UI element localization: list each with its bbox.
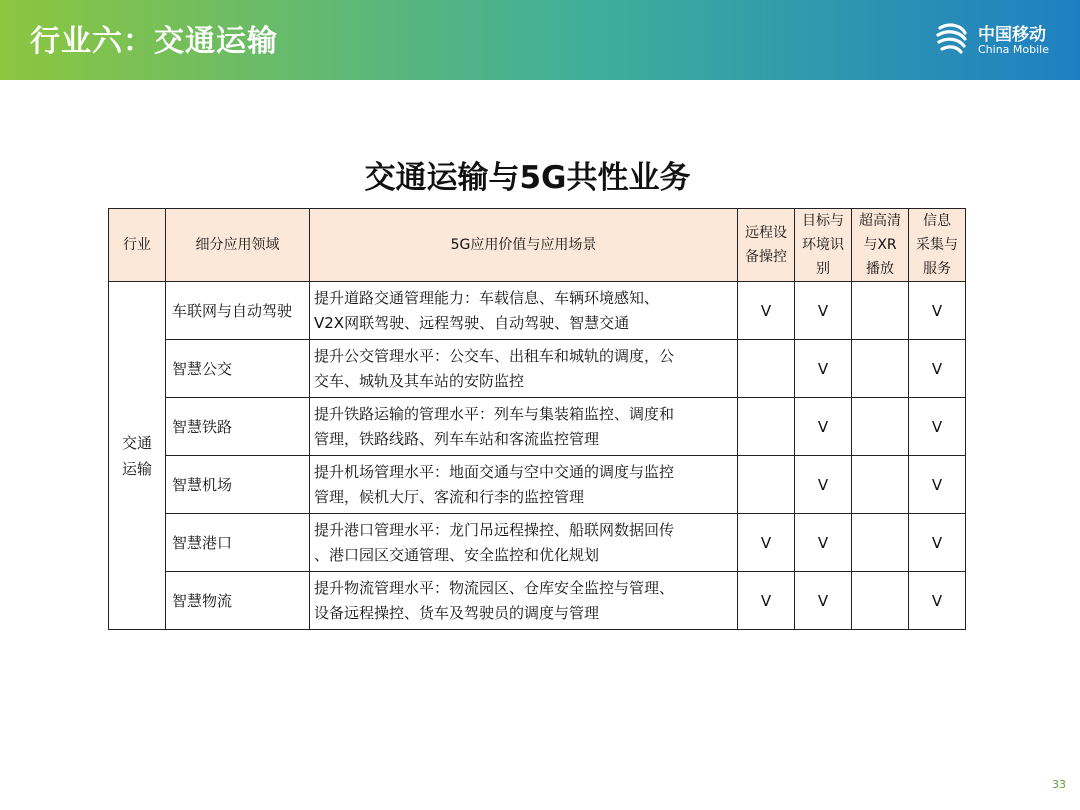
description-line: V2X网联驾驶、远程驾驶、自动驾驶、智慧交通 xyxy=(314,313,630,332)
header-xr-line: 超高清 xyxy=(859,213,901,229)
description-cell xyxy=(310,340,738,398)
mark-xr xyxy=(852,514,909,572)
description-cell xyxy=(310,514,738,572)
table-row xyxy=(109,398,966,456)
header-target-line: 目标与 xyxy=(802,213,844,229)
header-xr-line: 与XR xyxy=(863,237,897,253)
table-row xyxy=(109,572,966,630)
mark-info: V xyxy=(909,340,966,398)
table-row xyxy=(109,282,966,340)
mark-remote xyxy=(738,456,795,514)
description-line: 设备远程操控、货车及驾驶员的调度与管理 xyxy=(314,603,600,622)
header-uhd-xr xyxy=(852,209,909,282)
header-remote-control xyxy=(738,209,795,282)
header-industry: 行业 xyxy=(109,209,166,282)
description-line: 提升道路交通管理能力：车载信息、车辆环境感知、 xyxy=(314,288,660,307)
mark-info: V xyxy=(909,572,966,630)
description-line: 交车、城轨及其车站的安防监控 xyxy=(314,371,525,390)
header-info-line: 信息 xyxy=(923,213,951,229)
mark-remote: V xyxy=(738,282,795,340)
header-sub-field: 细分应用领域 xyxy=(166,209,310,282)
business-table xyxy=(108,208,966,630)
mark-remote xyxy=(738,398,795,456)
table-header-row xyxy=(109,209,966,282)
sub-field-cell: 车联网与自动驾驶 xyxy=(166,282,310,340)
sub-field-cell: 智慧机场 xyxy=(166,456,310,514)
description-cell xyxy=(310,456,738,514)
description-line: 管理，铁路线路、列车车站和客流监控管理 xyxy=(314,429,600,448)
mark-target: V xyxy=(795,572,852,630)
industry-line: 交通 xyxy=(121,433,152,452)
table-row xyxy=(109,514,966,572)
mark-info: V xyxy=(909,398,966,456)
mark-target: V xyxy=(795,282,852,340)
header-info-service xyxy=(909,209,966,282)
table-row xyxy=(109,456,966,514)
description-line: 提升铁路运输的管理水平：列车与集装箱监控、调度和 xyxy=(314,404,675,423)
header-value-scene: 5G应用价值与应用场景 xyxy=(310,209,738,282)
header-remote-line: 远程设 xyxy=(745,225,787,241)
mark-xr xyxy=(852,456,909,514)
header-bar xyxy=(0,0,1080,80)
sub-field-cell: 智慧港口 xyxy=(166,514,310,572)
mark-target: V xyxy=(795,340,852,398)
mark-xr xyxy=(852,572,909,630)
mark-target: V xyxy=(795,514,852,572)
table-row xyxy=(109,340,966,398)
sub-field-cell: 智慧公交 xyxy=(166,340,310,398)
description-line: 管理，候机大厅、客流和行李的监控管理 xyxy=(314,487,585,506)
description-cell xyxy=(310,398,738,456)
header-info-line: 服务 xyxy=(923,261,951,277)
mark-target: V xyxy=(795,398,852,456)
header-target-recognition xyxy=(795,209,852,282)
mark-remote: V xyxy=(738,514,795,572)
header-remote-line: 备操控 xyxy=(745,249,787,265)
sub-field-cell: 智慧物流 xyxy=(166,572,310,630)
header-xr-line: 播放 xyxy=(866,261,894,277)
header-target-line: 环境识 xyxy=(802,237,844,253)
description-line: 、港口园区交通管理、安全监控和优化规划 xyxy=(314,545,600,564)
china-mobile-logo-icon xyxy=(932,18,972,58)
mark-xr xyxy=(852,398,909,456)
description-line: 提升港口管理水平：龙门吊远程操控、船联网数据回传 xyxy=(314,520,675,539)
description-line: 提升机场管理水平：地面交通与空中交通的调度与监控 xyxy=(314,462,675,481)
table-title: 交通运输与5G共性业务 xyxy=(364,160,691,196)
description-cell xyxy=(310,282,738,340)
mark-remote xyxy=(738,340,795,398)
page-title: 行业六：交通运输 xyxy=(30,24,278,59)
mark-info: V xyxy=(909,456,966,514)
mark-xr xyxy=(852,340,909,398)
mark-target: V xyxy=(795,456,852,514)
header-target-line: 别 xyxy=(816,261,830,277)
logo-text-cn: 中国移动 xyxy=(978,25,1046,45)
mark-info: V xyxy=(909,282,966,340)
logo-text-en: China Mobile xyxy=(978,43,1050,56)
header-info-line: 采集与 xyxy=(916,237,958,253)
sub-field-cell: 智慧铁路 xyxy=(166,398,310,456)
mark-info: V xyxy=(909,514,966,572)
mark-remote: V xyxy=(738,572,795,630)
industry-line: 运输 xyxy=(121,459,152,478)
description-cell xyxy=(310,572,738,630)
industry-cell xyxy=(109,282,166,630)
page-number: 33 xyxy=(1052,778,1066,791)
china-mobile-logo xyxy=(932,18,1072,62)
mark-xr xyxy=(852,282,909,340)
description-line: 提升物流管理水平：物流园区、仓库安全监控与管理、 xyxy=(314,578,675,597)
description-line: 提升公交管理水平：公交车、出租车和城轨的调度，公 xyxy=(314,346,675,365)
